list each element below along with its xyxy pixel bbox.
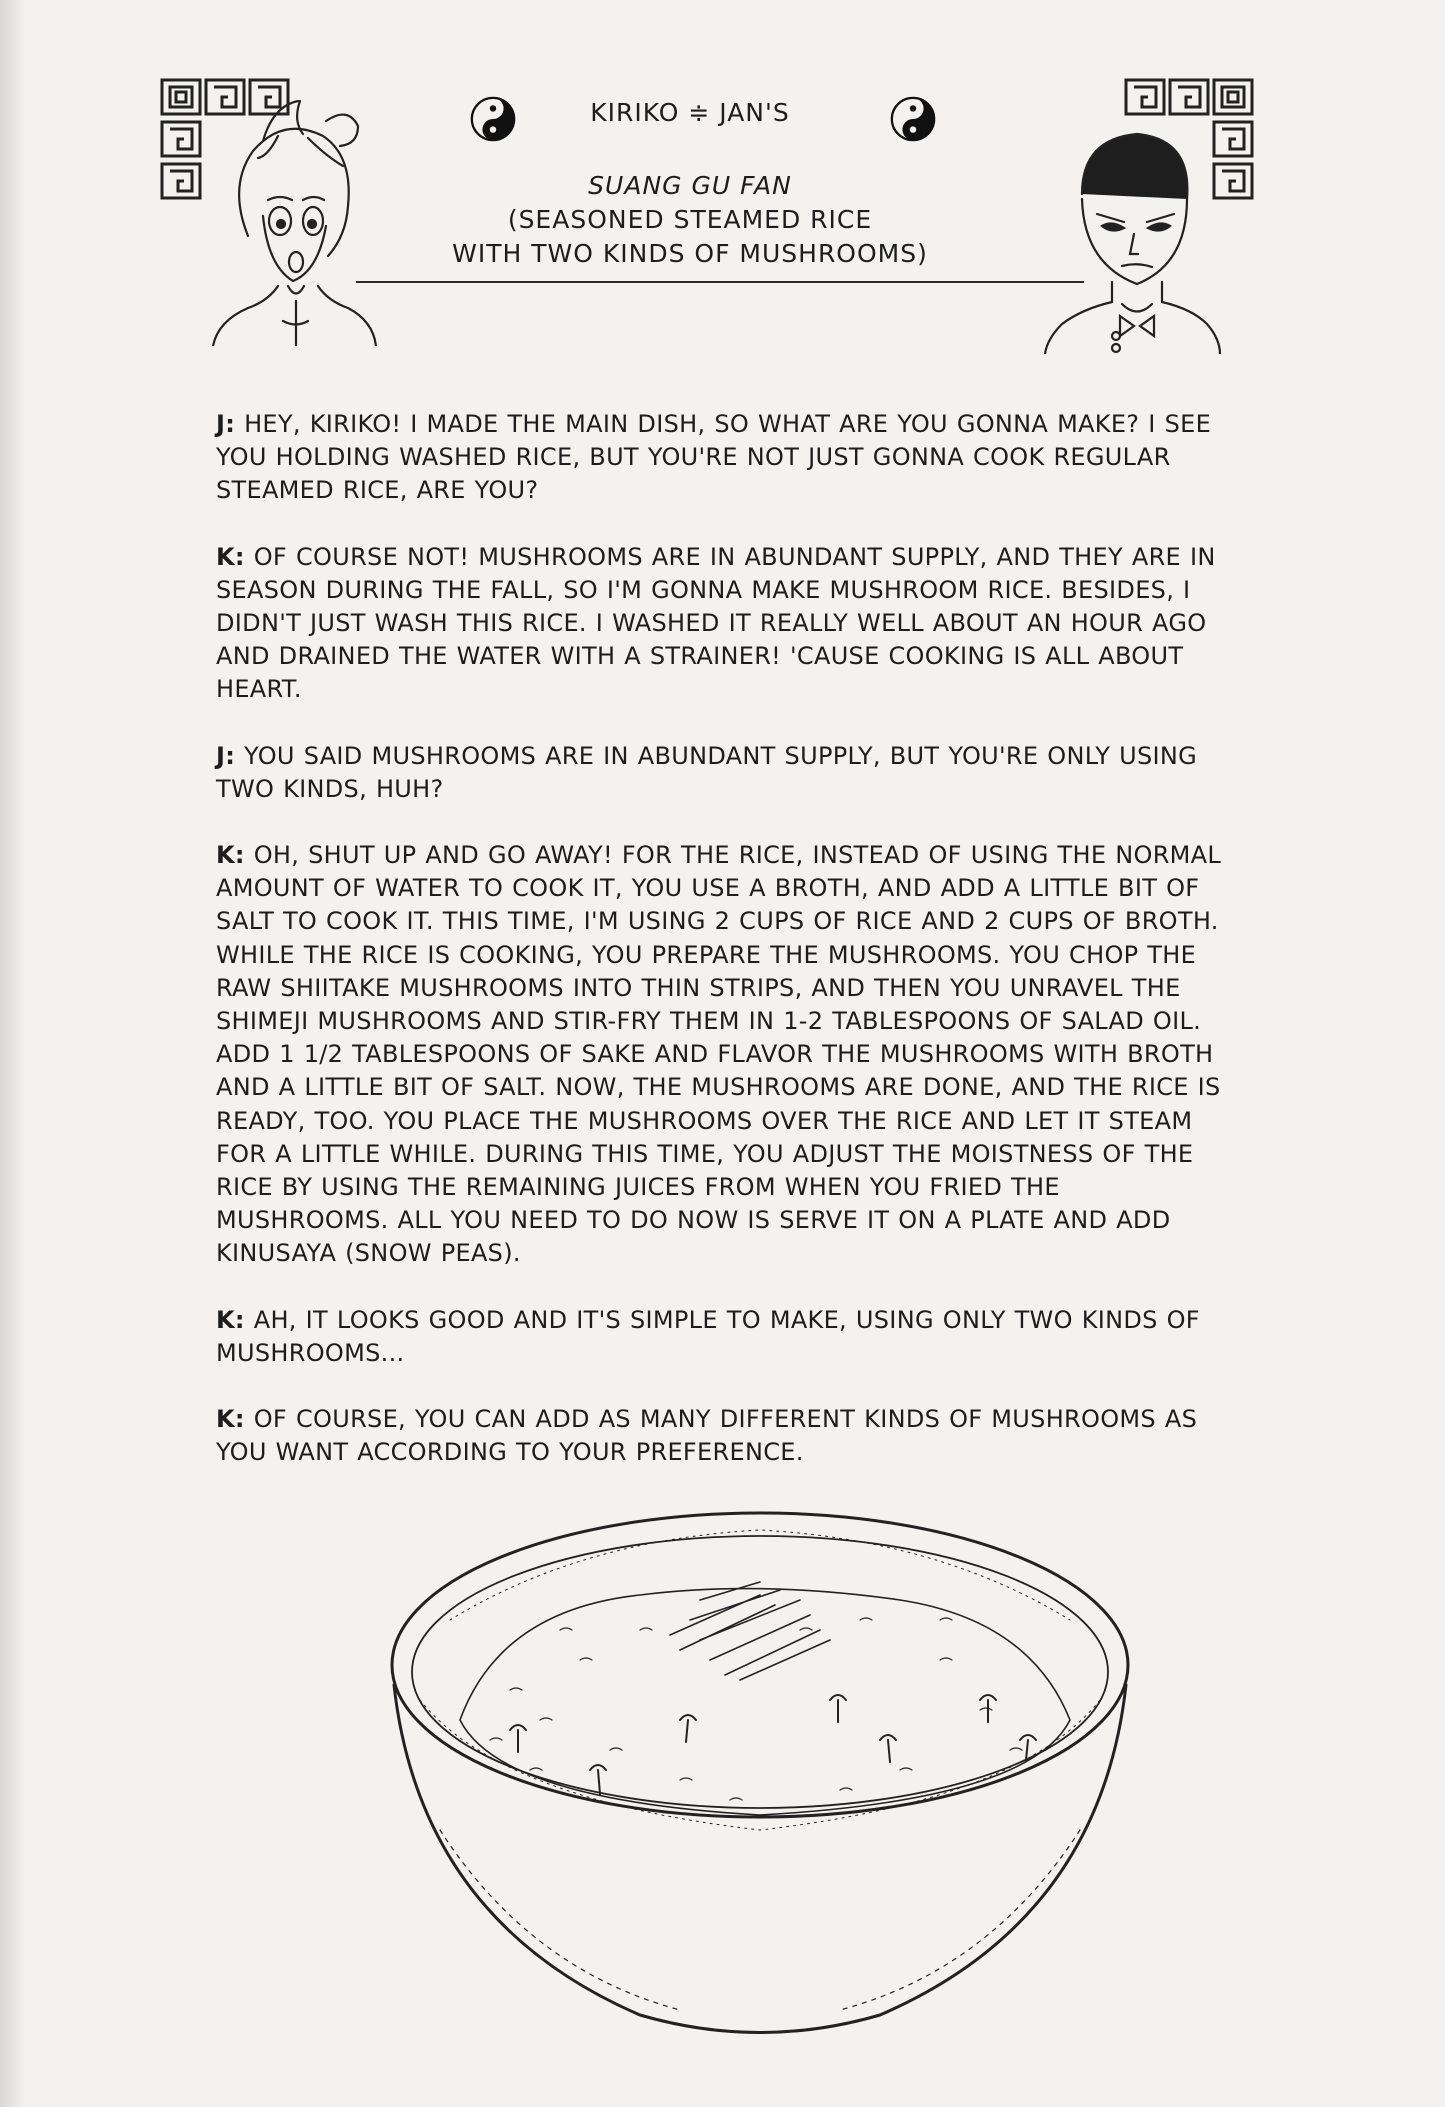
dish-description-line-1: (SEASONED STEAMED RICE bbox=[507, 205, 873, 234]
dialogue-text: OF COURSE NOT! MUSHROOMS ARE IN ABUNDANT SUPPLY, AND THEY ARE IN SEASON DURING THE FALL, SO I'M GONNA MAKE MUSHROOM RICE. BESIDES, I DIDN'T JUST WASH THIS RICE. I WASHED IT REALLY WELL ABOUT AN HOUR AGO AND DRAINED THE WATER WITH A STRAINER! 'CAUSE COOKING IS ALL ABOUT HEART. bbox=[216, 542, 1216, 704]
recipe-author-title: KIRIKO ≑ JAN'S bbox=[590, 98, 790, 127]
dialogue-text: HEY, KIRIKO! I MADE THE MAIN DISH, SO WHAT ARE YOU GONNA MAKE? I SEE YOU HOLDING WASHED RICE, BUT YOU'RE NOT JUST GONNA COOK REGULAR STEAMED RICE, ARE YOU? bbox=[216, 410, 1212, 505]
dialogue-paragraph bbox=[216, 408, 1226, 508]
speaker-label: K: bbox=[216, 542, 245, 571]
title-block bbox=[430, 98, 950, 271]
speaker-label: J: bbox=[216, 410, 236, 438]
dialogue-text: OH, SHUT UP AND GO AWAY! FOR THE RICE, INSTEAD OF USING THE NORMAL AMOUNT OF WATER TO COOK IT, YOU USE A BROTH, AND ADD A LITTLE BIT OF SALT TO COOK IT. THIS TIME, I'M USING 2 CUPS OF RICE AND 2 CUPS OF BROTH. WHILE THE RICE IS COOKING, YOU PREPARE THE MUSHROOMS. YOU CHOP THE RAW SHIITAKE MUSHROOMS INTO THIN STRIPS, AND THEN YOU UNRAVEL THE SHIMEJI MUSHROOMS AND STIR-FRY THEM IN 1-2 TABLESPOONS OF SALAD OIL. ADD 1 1/2 TABLESPOONS OF SAKE AND FLAVOR THE MUSHROOMS WITH BROTH AND A LITTLE BIT OF SALT. NOW, THE MUSHROOMS ARE DONE, AND THE RICE IS READY, TOO. YOU PLACE THE MUSHROOMS OVER THE RICE AND LET IT STEAM FOR A LITTLE WHILE. DURING THIS TIME, YOU ADJUST THE MOISTNESS OF THE RICE BY USING THE REMAINING JUICES FROM WHEN YOU FRIED THE MUSHROOMS. ALL YOU NEED TO DO NOW IS SERVE IT ON A PLATE AND ADD KINUSAYA (SNOW PEAS). bbox=[216, 841, 1222, 1268]
dialogue-paragraph bbox=[216, 740, 1226, 806]
dish-description-line-2: WITH TWO KINDS OF MUSHROOMS) bbox=[452, 239, 928, 268]
recipe-dialogue bbox=[216, 408, 1226, 1502]
dialogue-paragraph bbox=[216, 541, 1226, 707]
dialogue-paragraph bbox=[216, 839, 1226, 1271]
dialogue-paragraph bbox=[216, 1403, 1226, 1469]
recipe-header bbox=[0, 0, 1445, 380]
dish-name: SUANG GU FAN bbox=[588, 171, 792, 200]
kiriko-portrait bbox=[208, 96, 378, 346]
jan-portrait bbox=[1042, 104, 1222, 354]
speaker-label: K: bbox=[216, 1305, 245, 1334]
dialogue-text: YOU SAID MUSHROOMS ARE IN ABUNDANT SUPPLY, BUT YOU'RE ONLY USING TWO KINDS, HUH? bbox=[216, 741, 1198, 803]
mushroom-rice-bowl-illustration bbox=[380, 1500, 1140, 2060]
speaker-label: K: bbox=[216, 1405, 245, 1434]
speaker-label: K: bbox=[216, 841, 245, 870]
dialogue-text: AH, IT LOOKS GOOD AND IT'S SIMPLE TO MAKE, USING ONLY TWO KINDS OF MUSHROOMS... bbox=[216, 1305, 1200, 1367]
title-divider bbox=[356, 281, 1084, 283]
dialogue-paragraph bbox=[216, 1304, 1226, 1370]
speaker-label: J: bbox=[216, 741, 236, 770]
dialogue-text: OF COURSE, YOU CAN ADD AS MANY DIFFERENT KINDS OF MUSHROOMS AS YOU WANT ACCORDING TO YOUR PREFERENCE. bbox=[216, 1405, 1198, 1467]
